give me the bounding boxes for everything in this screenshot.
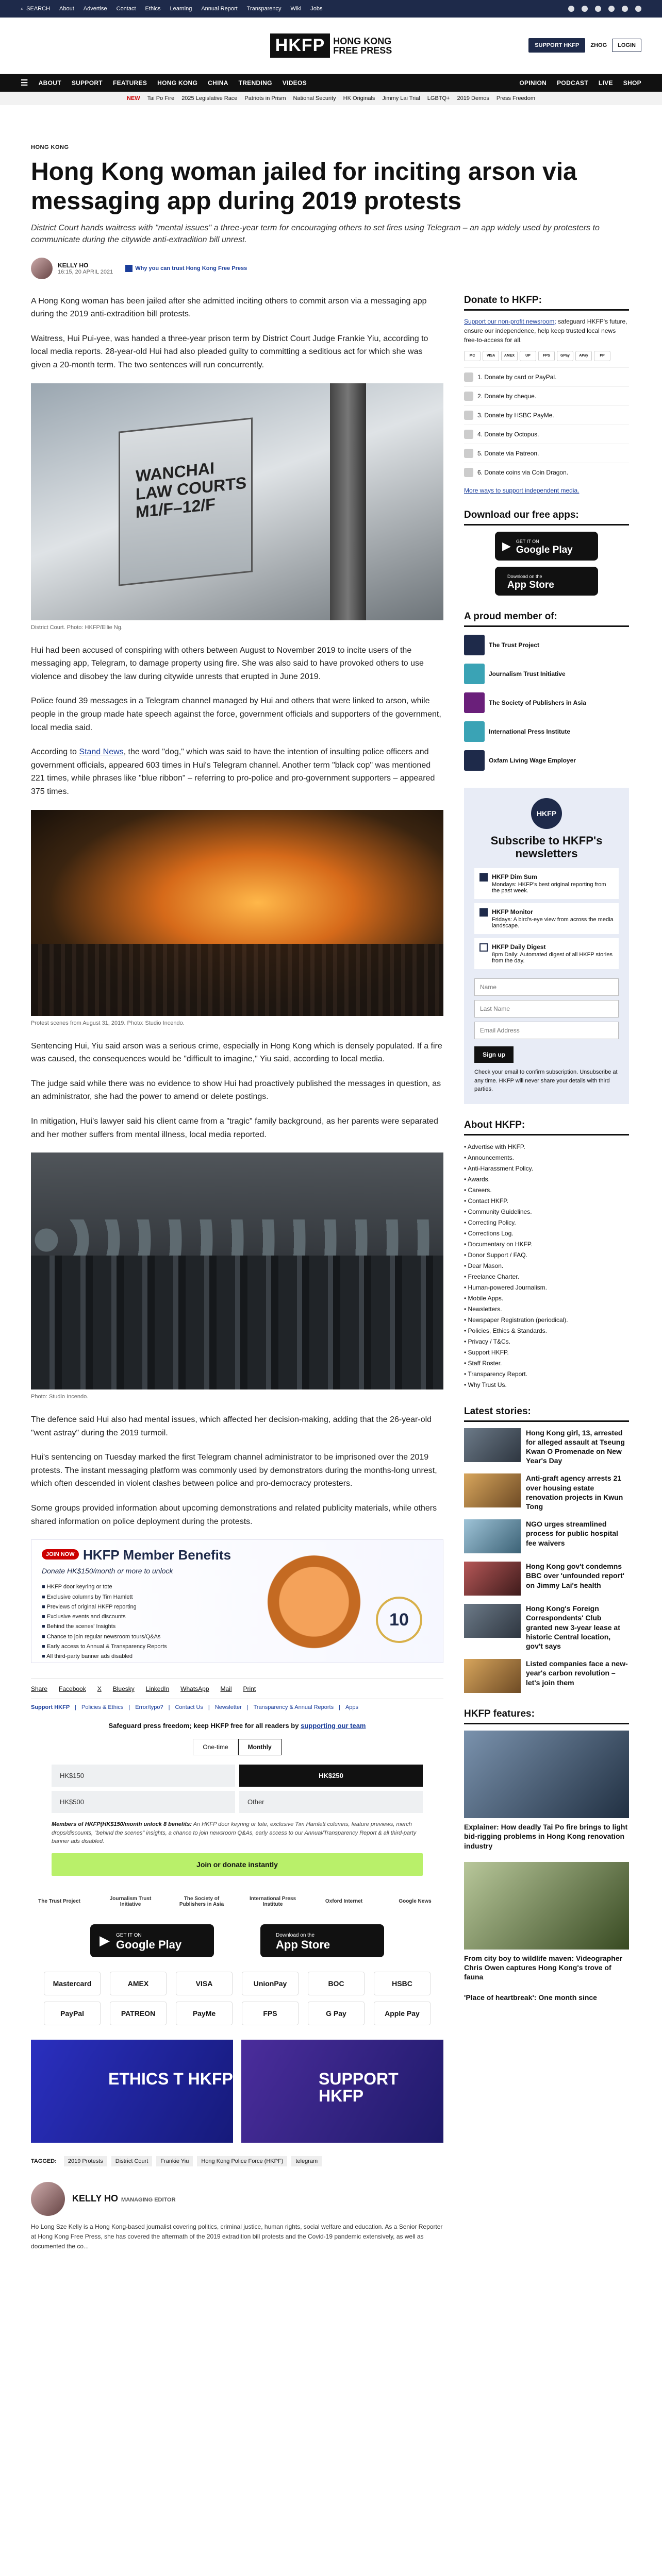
paragraph: Sentencing Hui, Yiu said arson was a serious crime, especially in Hong Kong which is densely populated. If a fire was caused, the consequences would be "difficult to imagine," Yiu said, according to local media. — [31, 1041, 442, 1064]
site-logo[interactable]: HKFP HONG KONG FREE PRESS — [270, 33, 392, 58]
trending-tag[interactable]: HK Originals — [343, 95, 375, 101]
trending-tag[interactable]: 2025 Legislative Race — [181, 95, 238, 101]
latest-title: Latest stories: — [464, 1406, 629, 1422]
paragraph: A Hong Kong woman has been jailed after she admitted inciting others to commit arson via a messaging app during the 2019 anti-extradition bill protests. — [31, 296, 427, 319]
newsletter-option[interactable]: HKFP Dim Sum Mondays: HKFP's best original reporting from the past week. — [474, 868, 619, 899]
partner-logos — [31, 1891, 443, 1912]
partner-logo[interactable]: The Society of Publishers in Asia — [179, 1895, 224, 1907]
donation-amounts — [52, 1765, 423, 1813]
payme-icon — [464, 411, 473, 420]
latest-story[interactable]: NGO urges streamlined process for public hospital fee waivers — [464, 1519, 629, 1553]
promo-subtitle: Donate HK$150/month or more to unlock — [42, 1567, 173, 1575]
list-item: ■ Early access to Annual & Transparency Reports — [42, 1642, 167, 1652]
about-link[interactable]: • Anti-Harassment Policy. — [464, 1163, 629, 1174]
tag-chip[interactable]: Frankie Yiu — [156, 2156, 193, 2166]
share-x[interactable]: X — [97, 1685, 102, 1693]
section-label[interactable]: HONG KONG — [31, 144, 69, 150]
facebook-icon[interactable] — [568, 6, 574, 12]
about-link[interactable]: • Announcements. — [464, 1153, 629, 1163]
app-store-button[interactable]: Download on the App Store — [260, 1924, 384, 1957]
avatar[interactable] — [31, 258, 53, 279]
article-container — [31, 144, 631, 2251]
footer-link[interactable]: Apps — [345, 1704, 359, 1711]
top-link-advertise[interactable]: Advertise — [83, 6, 107, 12]
court-sign: WANCHAI LAW COURTS M1/F–12/F — [119, 417, 253, 586]
donation-frequency-toggle — [31, 1739, 443, 1755]
member-benefits-banner[interactable] — [31, 1539, 443, 1663]
about-link[interactable]: • Newsletters. — [464, 1304, 629, 1315]
nav-videos[interactable]: VIDEOS — [282, 79, 307, 87]
top-link-ethics[interactable]: Ethics — [145, 6, 161, 12]
card-logo: GPay — [557, 351, 573, 361]
nav-china[interactable]: CHINA — [208, 79, 228, 87]
list-item: ■ All third-party banner ads disabled — [42, 1652, 167, 1662]
menu-icon[interactable]: ☰ — [21, 79, 28, 88]
promo-banners — [31, 2040, 443, 2143]
paragraph: The judge said while there was no evidence to show Hui had proactively published the messages in question, as an administrator, she had the power to amend or delete postings. — [31, 1079, 441, 1101]
share-bar — [31, 1679, 443, 1699]
story-thumbnail — [464, 1473, 521, 1507]
footer-link[interactable]: Policies & Ethics — [81, 1704, 124, 1711]
apps-title: Download our free apps: — [464, 510, 629, 526]
share-whatsapp[interactable]: WhatsApp — [180, 1685, 209, 1693]
share-linkedin[interactable]: LinkedIn — [145, 1685, 170, 1693]
partner-logo[interactable]: International Press Institute — [249, 1895, 296, 1907]
member-title: A proud member of: — [464, 611, 629, 627]
about-link[interactable]: • Donor Support / FAQ. — [464, 1250, 629, 1261]
story-thumbnail — [464, 1604, 521, 1638]
ethics-banner[interactable]: ETHICS T HKFP — [31, 2040, 233, 2143]
paragraph: In mitigation, Hui's lawyer said his client came from a "tragic" family background, as her parents were separated and her mother suffers from mental illness, local media reported. — [31, 1116, 438, 1139]
play-icon: ▶ — [100, 1933, 110, 1948]
member-logo[interactable]: International Press Institute — [464, 720, 629, 743]
payment-methods — [31, 1972, 443, 2025]
about-link[interactable]: • Freelance Charter. — [464, 1272, 629, 1282]
member-logo[interactable]: The Society of Publishers in Asia — [464, 691, 629, 715]
police-photo — [31, 1153, 443, 1389]
play-icon: ▶ — [502, 539, 511, 552]
payment-logo[interactable]: PayMe — [176, 2002, 233, 2025]
paragraph: Waitress, Hui Pui-yee, was handed a three-year prison term by District Court Judge Frankie Yiu, according to local media reports. 28-year-old Hui had also pleaded guilty to committing a seditious act for which she was given a 20-month term. The two sentences will run concurrently. — [31, 334, 428, 369]
tag-chip[interactable]: 2019 Protests — [64, 2156, 107, 2166]
card-logos — [464, 351, 629, 361]
octopus-icon — [464, 430, 473, 439]
brand-header — [0, 18, 662, 74]
cheque-icon — [464, 392, 473, 401]
nav-features[interactable]: FEATURES — [112, 79, 147, 87]
top-link-learning[interactable]: Learning — [170, 6, 192, 12]
about-link[interactable]: • Careers. — [464, 1185, 629, 1196]
trending-tag[interactable]: LGBTQ+ — [427, 95, 450, 101]
sidebar — [464, 295, 629, 2252]
nav-shop[interactable]: SHOP — [623, 79, 641, 87]
article-body — [31, 295, 443, 2252]
checkbox[interactable] — [479, 873, 488, 882]
checkbox[interactable] — [479, 908, 488, 917]
tag-chip[interactable]: Hong Kong Police Force (HKPF) — [197, 2156, 287, 2166]
share-bluesky[interactable]: Bluesky — [112, 1685, 135, 1693]
list-item: ■ HKFP door keyring or tote — [42, 1582, 167, 1592]
donate-heading: Safeguard press freedom; keep HKFP free for all readers by supporting our team — [108, 1722, 366, 1730]
hkfp-logo: HKFP — [531, 798, 562, 829]
amount-option[interactable]: HK$500 — [52, 1791, 235, 1813]
nav-support[interactable]: SUPPORT — [71, 79, 103, 87]
payment-logo[interactable]: PATREON — [110, 2002, 167, 2025]
about-link[interactable]: • Policies, Ethics & Standards. — [464, 1326, 629, 1336]
feature-story[interactable]: Explainer: How deadly Tai Po fire brings to light bid-rigging problems in Hong Kong renovation industry — [464, 1731, 629, 1851]
amount-description: Members of HKFP(HK$150/month unlock 8 benefits: An HKFP door keyring or tote, exclusive Tim Hamlett columns, feature previews, merch drops/discounts, "behind the scenes" insights, a chance to join newsroom Q&As, early access to our Annual/Transparency Report & all third-party banner ads disabled. — [52, 1821, 417, 1845]
court-photo — [31, 383, 443, 620]
partner-logo[interactable]: Oxford Internet — [325, 1899, 363, 1905]
story-thumbnail — [464, 1428, 521, 1462]
card-logo: MC — [464, 351, 481, 361]
latest-story[interactable]: Hong Kong gov't condemns BBC over 'unfounded report' on Jimmy Lai's health — [464, 1562, 629, 1596]
main-nav — [0, 74, 662, 92]
donate-option[interactable]: 5. Donate via Patreon. — [464, 444, 629, 463]
partner-logo[interactable]: The Trust Project — [38, 1899, 80, 1905]
about-link[interactable]: • Support HKFP. — [464, 1347, 629, 1358]
paragraph: According to Stand News, the word "dog," which was said to have the intention of insulting police officers and government officials, appeared 603 times in Hui's Telegram channel. Another term "black cop" was mentioned 221 times, while phrases like "blue ribbon" – referring to pro-police and pro-government supporters – appeared 375 times. — [31, 748, 435, 796]
stand-news-link[interactable]: Stand News — [79, 748, 124, 757]
nav-about[interactable]: ABOUT — [38, 79, 61, 87]
benefits-list — [42, 1582, 167, 1662]
donate-text: Support our non-profit newsroom; safeguard HKFP's future, ensure our independence, help keep trusted local news free-to-access for all. — [464, 317, 627, 344]
top-search[interactable]: ⌕ SEARCH — [21, 5, 51, 12]
join-donate-button[interactable]: Join or donate instantly — [52, 1853, 423, 1876]
donate-option[interactable]: 4. Donate by Octopus. — [464, 425, 629, 444]
card-logo: VISA — [483, 351, 499, 361]
payment-logo[interactable]: PayPal — [44, 2002, 101, 2025]
instagram-icon[interactable] — [595, 6, 601, 12]
newsletter-note: Check your email to confirm subscription. Unsubscribe at any time. HKFP will never share your details with third parties. — [474, 1069, 618, 1093]
photo-caption: District Court. Photo: HKFP/Ellie Ng. — [31, 624, 123, 631]
newsletter-option[interactable]: HKFP Monitor Fridays: A bird's-eye view from across the media landscape. — [474, 903, 619, 934]
payment-logo[interactable]: Apple Pay — [374, 2002, 431, 2025]
google-play-button[interactable]: ▶ GET IT ON Google Play — [495, 532, 598, 561]
coin-icon — [464, 468, 473, 477]
supporting-team-link[interactable]: supporting our team — [301, 1722, 366, 1730]
paragraph: Police found 39 messages in a Telegram channel managed by Hui and others that were linked to arson, while people in the group made hate speech against the force, government officials and supporters of the government, local media said. — [31, 697, 441, 732]
share-label[interactable]: Share — [31, 1685, 48, 1693]
language-switch[interactable]: ZHOG — [590, 42, 607, 48]
footer-link[interactable]: Support HKFP — [31, 1704, 70, 1711]
last-name-input[interactable]: Last Name — [474, 1000, 619, 1018]
newsletter-title: Subscribe to HKFP's newsletters — [490, 834, 603, 860]
trending-tag[interactable]: Jimmy Lai Trial — [382, 95, 420, 101]
about-link[interactable]: • Awards. — [464, 1174, 629, 1185]
partner-logo[interactable]: Journalism Trust Initiative — [109, 1895, 152, 1907]
list-item: ■ Exclusive columns by Tim Hamlett — [42, 1592, 167, 1602]
anniversary-badge: 10 — [376, 1597, 422, 1643]
feature-story[interactable]: 'Place of heartbreak': One month since — [464, 1993, 597, 2002]
paragraph: Hui had been accused of conspiring with others between August to November 2019 to incite users of the messaging app, Telegram, to damage property using fire. She was also said to have provoked others to use violence and disobey the law during citywide unrests that erupted in June 2019. — [31, 646, 424, 681]
trending-tag[interactable]: Patriots in Prism — [244, 95, 286, 101]
more-ways-link[interactable]: More ways to support independent media. — [464, 486, 580, 494]
donate-title: Donate to HKFP: — [464, 295, 629, 311]
about-link[interactable]: • Correcting Policy. — [464, 1217, 629, 1228]
search-icon: ⌕ — [21, 5, 24, 12]
payment-logo[interactable]: UnionPay — [242, 1972, 299, 1995]
amount-option[interactable]: Other — [239, 1791, 423, 1813]
article-subtitle: District Court hands waitress with "mental issues" a three-year term for encouraging others to set fires using Telegram – an app widely used by protesters to communicate during the citywide anti-extradition bill unrest. — [31, 224, 600, 245]
partner-logo[interactable]: Google News — [399, 1899, 432, 1905]
payment-logo[interactable]: BOC — [308, 1972, 365, 1995]
payment-logo[interactable]: G Pay — [308, 2002, 365, 2025]
story-thumbnail — [464, 1659, 521, 1693]
nav-live[interactable]: LIVE — [598, 79, 613, 87]
about-link[interactable]: • Why Trust Us. — [464, 1380, 629, 1391]
amount-option[interactable]: HK$150 — [52, 1765, 235, 1787]
footer-link[interactable]: Error/typo? — [135, 1704, 163, 1711]
footer-link[interactable]: Contact Us — [175, 1704, 203, 1711]
author-role: MANAGING EDITOR — [121, 2197, 176, 2204]
tag-list: TAGGED: 2019 Protests District Court Frankie Yiu Hong Kong Police Force (HKPF) telegram — [31, 2156, 443, 2166]
about-link[interactable]: • Advertise with HKFP. — [464, 1142, 629, 1153]
support-hkfp-button[interactable]: SUPPORT HKFP — [528, 38, 585, 53]
newsletter-signup — [464, 788, 629, 1104]
trust-link[interactable]: Why you can trust Hong Kong Free Press — [125, 265, 247, 272]
author-name[interactable]: KELLY HO — [58, 261, 89, 269]
article-footer-links: Support HKFP | Policies & Ethics | Error/typo? | Contact Us | Newsletter | Transparency & Annual Reports | Apps — [31, 1704, 359, 1711]
trending-tags-bar — [0, 92, 662, 105]
top-link-transparency[interactable]: Transparency — [246, 6, 282, 12]
payment-logo[interactable]: Mastercard — [44, 1972, 101, 1995]
about-link[interactable]: • Newspaper Registration (periodical). — [464, 1315, 629, 1326]
list-item: ■ Chance to join regular newsroom tours/Q&As — [42, 1632, 167, 1642]
tag-chip[interactable]: District Court — [111, 2156, 153, 2166]
about-link[interactable]: • Documentary on HKFP. — [464, 1239, 629, 1250]
latest-story[interactable]: Listed companies face a new-year's carbon revolution – let's join them — [464, 1659, 629, 1693]
member-logo[interactable]: The Trust Project — [464, 633, 629, 657]
trending-tag[interactable]: 2019 Demos — [457, 95, 489, 101]
story-thumbnail — [464, 1519, 521, 1553]
about-title: About HKFP: — [464, 1120, 629, 1136]
about-link[interactable]: • Community Guidelines. — [464, 1207, 629, 1217]
donate-option[interactable]: 2. Donate by cheque. — [464, 386, 629, 405]
card-logo: AMEX — [501, 351, 518, 361]
trending-tag[interactable]: Tai Po Fire — [147, 95, 175, 101]
latest-story[interactable]: Hong Kong girl, 13, arrested for alleged assault at Tseung Kwan O Promenade on New Year's Day — [464, 1428, 629, 1466]
list-item: ■ Behind the scenes' Insights — [42, 1622, 167, 1632]
about-link[interactable]: • Contact HKFP. — [464, 1196, 629, 1207]
list-item: ■ Previews of original HKFP reporting — [42, 1602, 167, 1612]
login-button[interactable]: LOGIN — [612, 39, 641, 52]
member-logos — [464, 633, 629, 772]
nav-trending[interactable]: TRENDING — [238, 79, 272, 87]
card-logo: UP — [520, 351, 536, 361]
donate-option[interactable]: 3. Donate by HSBC PayMe. — [464, 405, 629, 425]
protest-photo — [31, 810, 443, 1016]
latest-story[interactable]: Anti-graft agency arrests 21 over housing estate renovation projects in Kwun Tong — [464, 1473, 629, 1511]
payment-logo[interactable]: AMEX — [110, 1972, 167, 1995]
google-play-button[interactable]: ▶ GET IT ON Google Play — [90, 1924, 214, 1957]
photo-caption: Photo: Studio Incendo. — [31, 1394, 89, 1400]
paragraph: Hui's sentencing on Tuesday marked the first Telegram channel administrator to be imprisoned over the 2019 protests. The instant messaging platform was commonly used by demonstrators during the months-long unrest, which often descended in violent clashes between police and pro-democracy protesters. — [31, 1453, 437, 1488]
app-store-row — [31, 1924, 443, 1957]
top-link-wiki[interactable]: Wiki — [290, 6, 302, 12]
footer-link[interactable]: Newsletter — [214, 1704, 242, 1711]
app-store-button[interactable]: Download on the App Store — [495, 567, 598, 596]
new-badge: NEW — [126, 95, 140, 101]
footer-link[interactable]: Transparency & Annual Reports — [253, 1704, 334, 1711]
patreon-icon — [464, 449, 473, 458]
donate-option[interactable]: 1. Donate by card or PayPal. — [464, 367, 629, 386]
promo-title: HKFP Member Benefits — [83, 1547, 231, 1563]
about-link[interactable]: • Corrections Log. — [464, 1228, 629, 1239]
card-logo: PP — [594, 351, 610, 361]
avatar[interactable] — [31, 2182, 65, 2216]
author-box — [31, 2182, 443, 2216]
nav-hong-kong[interactable]: HONG KONG — [157, 79, 198, 87]
deer-mascot — [262, 1555, 366, 1658]
member-logo[interactable]: Journalism Trust Initiative — [464, 662, 629, 686]
feature-image — [464, 1862, 629, 1950]
features-title: HKFP features: — [464, 1708, 629, 1724]
newsletter-option[interactable]: HKFP Daily Digest 8pm Daily: Automated digest of all HKFP stories from the day. — [474, 938, 619, 969]
about-links — [464, 1142, 629, 1391]
trending-tag[interactable]: Press Freedom — [496, 95, 536, 101]
publish-date: 16:15, 20 APRIL 2021 — [58, 268, 113, 275]
card-logo: FPS — [538, 351, 555, 361]
top-link-annual-report[interactable]: Annual Report — [201, 6, 238, 12]
byline — [31, 258, 631, 279]
story-thumbnail — [464, 1562, 521, 1596]
donate-option[interactable]: 6. Donate coins via Coin Dragon. — [464, 463, 629, 482]
trending-tag[interactable]: National Security — [293, 95, 336, 101]
share-mail[interactable]: Mail — [220, 1685, 232, 1693]
checkbox[interactable] — [479, 943, 488, 952]
join-now-badge: JOIN NOW — [42, 1549, 79, 1560]
shield-icon — [125, 265, 133, 272]
rss-icon[interactable] — [635, 6, 641, 12]
share-facebook[interactable]: Facebook — [59, 1685, 86, 1693]
email-input[interactable]: Email Address — [474, 1022, 619, 1039]
author-box-name[interactable]: KELLY HO — [72, 2193, 119, 2204]
photo-caption: Protest scenes from August 31, 2019. Photo: Studio Incendo. — [31, 1020, 185, 1026]
sign-up-button[interactable]: Sign up — [474, 1046, 514, 1063]
top-link-contact[interactable]: Contact — [116, 6, 136, 12]
about-link[interactable]: • Transparency Report. — [464, 1369, 629, 1380]
about-link[interactable]: • Human-powered Journalism. — [464, 1282, 629, 1293]
amount-option-selected[interactable]: HK$250 — [239, 1765, 423, 1787]
paragraph: The defence said Hui also had mental issues, which affected her decision-making, adding that the 26-year-old "went astray" during the 2019 turmoil. — [31, 1415, 432, 1437]
paragraph: Some groups provided information about upcoming demonstrations and related publicity materials, while others shared information on police deployment during the protests. — [31, 1504, 437, 1526]
card-logo: APay — [575, 351, 592, 361]
member-logo[interactable]: Oxfam Living Wage Employer — [464, 749, 629, 772]
about-link[interactable]: • Privacy / T&Cs. — [464, 1336, 629, 1347]
nav-podcast[interactable]: PODCAST — [557, 79, 588, 87]
youtube-icon[interactable] — [608, 6, 615, 12]
feature-story[interactable]: From city boy to wildlife maven: Videographer Chris Owen captures Hong Kong's trove of fauna — [464, 1862, 629, 1982]
top-utility-bar — [0, 0, 662, 18]
about-link[interactable]: • Dear Mason. — [464, 1261, 629, 1272]
about-link[interactable]: • Staff Roster. — [464, 1358, 629, 1369]
feature-image — [464, 1731, 629, 1818]
about-link[interactable]: • Mobile Apps. — [464, 1293, 629, 1304]
share-print[interactable]: Print — [243, 1685, 256, 1693]
article-title: Hong Kong woman jailed for inciting arson via messaging app during 2019 protests — [31, 158, 577, 215]
support-banner[interactable]: SUPPORT HKFP — [241, 2040, 443, 2143]
list-item: ■ Exclusive events and discounts — [42, 1612, 167, 1622]
payment-logo[interactable]: VISA — [176, 1972, 233, 1995]
name-input[interactable]: Name — [474, 978, 619, 996]
freq-monthly[interactable]: Monthly — [238, 1739, 282, 1755]
top-link-jobs[interactable]: Jobs — [310, 6, 323, 12]
author-bio: Ho Long Sze Kelly is a Hong Kong-based journalist covering politics, criminal justice, human rights, social welfare and education. As a Senior Reporter at Hong Kong Free Press, she has covered the aftermath of the 2019 extradition bill protests and the Covid-19 pandemic extensively, as well as documented the co... — [31, 2223, 443, 2250]
latest-story[interactable]: Hong Kong's Foreign Correspondents' Club granted new 3-year lease at historic Central location, gov't says — [464, 1604, 629, 1651]
linkedin-icon[interactable] — [622, 6, 628, 12]
freq-one-time[interactable]: One-time — [193, 1739, 238, 1755]
payment-logo[interactable]: HSBC — [374, 1972, 431, 1995]
payment-logo[interactable]: FPS — [242, 2002, 299, 2025]
nav-opinion[interactable]: OPINION — [519, 79, 547, 87]
card-icon — [464, 372, 473, 382]
top-link-about[interactable]: About — [59, 6, 74, 12]
x-icon[interactable] — [582, 6, 588, 12]
tag-chip[interactable]: telegram — [291, 2156, 322, 2166]
